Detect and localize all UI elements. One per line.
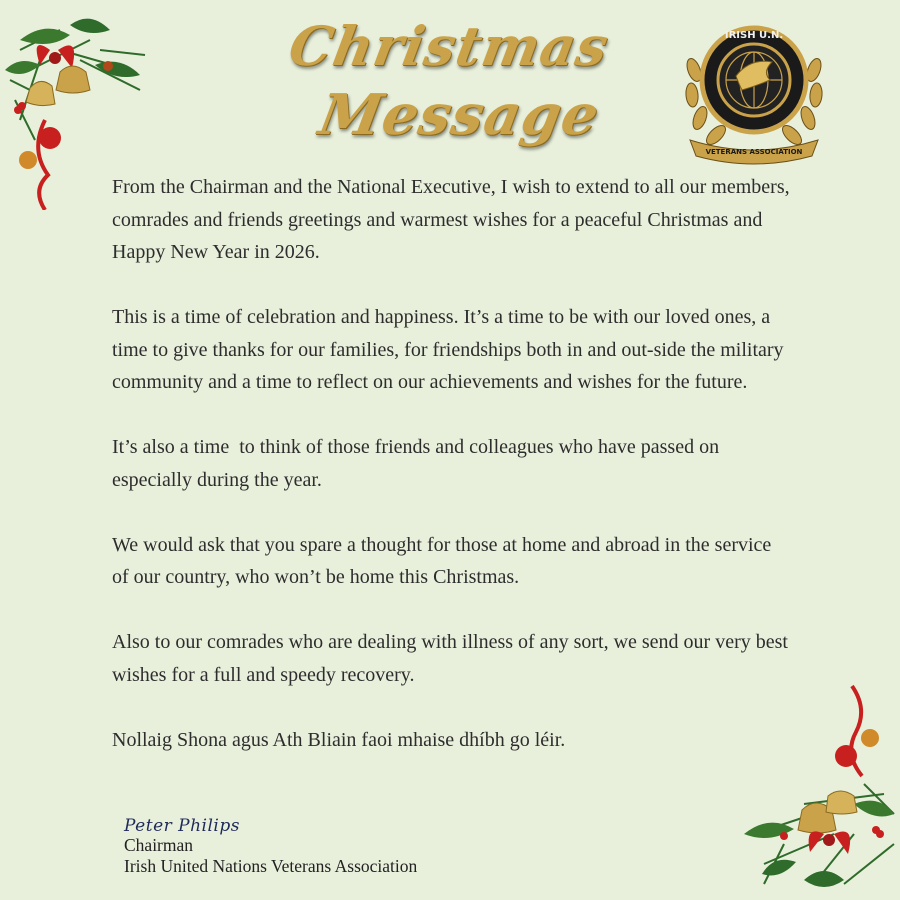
logo-bottom-text: VETERANS ASSOCIATION <box>705 148 803 156</box>
paragraph-celebration: This is a time of celebration and happiness. It’s a time to be with our loved ones, a time to give thanks for our families, for friendships both in and out-side the military community and a time to reflect on our achievements and wishes for the future. <box>112 306 789 393</box>
paragraph-remembrance: It’s also a time to think of those friends and colleagues who have passed on especially during the year. <box>112 436 725 491</box>
paragraph-wellness: Also to our comrades who are dealing with illness of any sort, we send our very best wishes for a full and speedy recovery. <box>112 631 793 686</box>
title-line-2: Message <box>314 82 605 148</box>
logo-top-text: IRISH U.N. <box>724 30 784 41</box>
page-title <box>282 6 614 156</box>
signature-block <box>124 816 417 877</box>
message-body <box>112 171 795 789</box>
title-line-1: Christmas <box>284 14 614 78</box>
signature-role: Chairman <box>124 835 194 855</box>
paragraph-irish-greeting: Nollaig Shona agus Ath Bliain faoi mhaise dhíbh go léir. <box>112 728 566 751</box>
paragraph-service: We would ask that you spare a thought for those at home and abroad in the service of our country, who won’t be home this Christmas. <box>112 533 777 588</box>
holly-decoration-bottom-right-icon <box>744 684 900 900</box>
signature-name: Peter Philips <box>124 816 240 836</box>
paragraph-greeting: From the Chairman and the National Executive, I wish to extend to all our members, comrades and friends greetings and warmest wishes for a peaceful Christmas and Happy New Year in 2026. <box>112 176 795 263</box>
signature-organization: Irish United Nations Veterans Association <box>124 856 418 876</box>
irish-un-veterans-logo <box>680 10 828 165</box>
